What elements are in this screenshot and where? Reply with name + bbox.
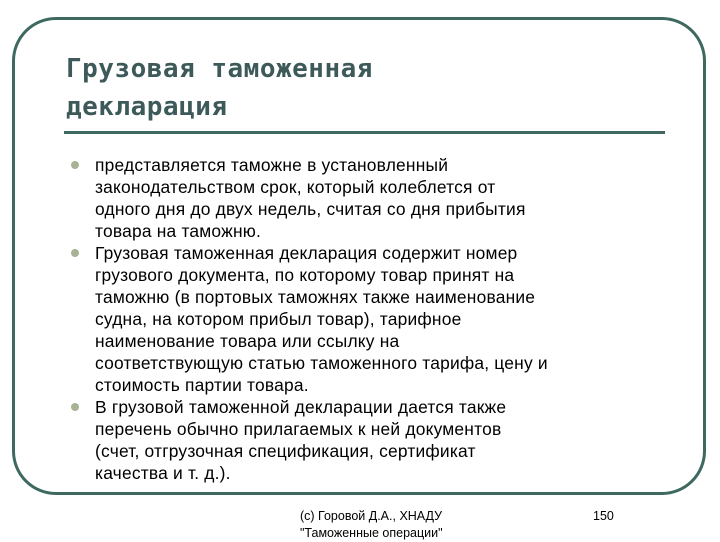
bullet-2-line-6: соответствующую статью таможенного тарифа, цену и [95, 353, 548, 373]
bullet-dot-icon [71, 403, 79, 411]
slide-title [66, 50, 666, 126]
bullet-1-line-4: товара на таможню. [95, 221, 262, 241]
bullet-item-2 [68, 242, 668, 396]
page-number: 150 [593, 509, 614, 523]
bullet-dot-icon [71, 161, 79, 169]
bullet-2-line-2: грузового документа, по которому товар принят на [95, 265, 515, 285]
slide-title-line-2: декларация [66, 92, 228, 122]
bullet-2-line-4: судна, на котором прибыл товар), тарифное [95, 309, 462, 329]
bullet-dot-icon [71, 249, 79, 257]
bullet-1-line-2: законодательством срок, который колеблется от [95, 177, 496, 197]
bullet-2-line-3: таможню (в портовых таможнях также наименование [95, 287, 536, 307]
bullet-item-3 [68, 396, 668, 484]
footer-credit-line-1: (c) Горовой Д.А., ХНАДУ [300, 509, 443, 523]
title-divider [64, 131, 665, 134]
bullet-list [68, 154, 668, 484]
footer-credit-line-2: "Таможенные операции" [300, 526, 443, 540]
bullet-2-line-7: стоимость партии товара. [95, 375, 309, 395]
bullet-2-line-5: наименование товара или ссылку на [95, 331, 400, 351]
bullet-item-1 [68, 154, 668, 242]
bullet-3-line-3: (счет, отгрузочная спецификация, сертификат [95, 441, 476, 461]
bullet-1-line-3: одного дня до двух недель, считая со дня прибытия [95, 199, 526, 219]
slide-title-line-1: Грузовая таможенная [66, 54, 373, 84]
footer-credit [300, 508, 500, 542]
bullet-3-line-4: качества и т. д.). [95, 463, 231, 483]
bullet-2-line-1: Грузовая таможенная декларация содержит номер [95, 243, 518, 263]
bullet-3-line-2: перечень обычно прилагаемых к ней документов [95, 419, 502, 439]
bullet-1-line-1: представляется таможне в установленный [95, 155, 449, 175]
bullet-3-line-1: В грузовой таможенной декларации дается также [95, 397, 507, 417]
